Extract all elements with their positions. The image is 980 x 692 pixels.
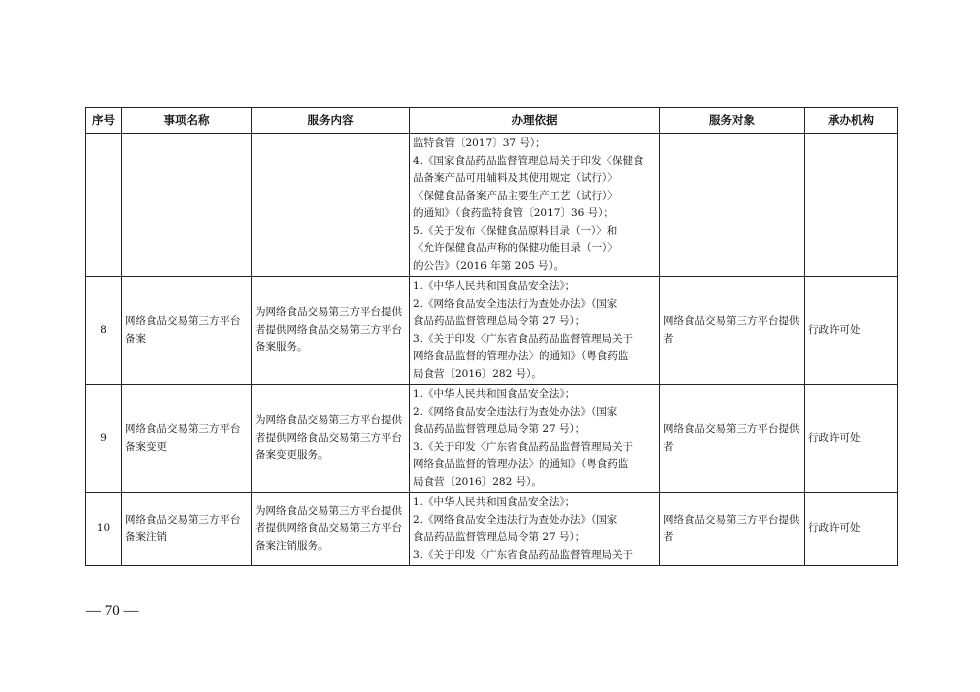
- header-item-name: 事项名称: [122, 108, 252, 134]
- basis-line: 〈保健食品备案产品主要生产工艺（试行）〉: [413, 189, 618, 202]
- cell-serial-number: 10: [86, 493, 122, 566]
- basis-line: 网络食品监督的管理办法〉的通知》（粤食药监: [413, 458, 629, 470]
- table-row: [86, 385, 898, 493]
- basis-line: 食品药品监督管理总局令第 27 号）；: [413, 423, 586, 435]
- cell-item-name: 网络食品交易第三方平台备案: [122, 277, 252, 385]
- cell-legal-basis: [410, 277, 660, 385]
- header-serial-number: 序号: [86, 108, 122, 134]
- basis-line: 3.《关于印发〈广东省食品药品监督管理局关于: [413, 332, 634, 345]
- header-service-content: 服务内容: [252, 108, 410, 134]
- cell-service-content: 为网络食品交易第三方平台提供者提供网络食品交易第三方平台备案变更服务。: [252, 385, 410, 493]
- basis-line: 2.《网络食品安全违法行为查处办法》（国家: [413, 513, 618, 526]
- service-items-table: [85, 107, 898, 566]
- cell-empty: [805, 134, 898, 277]
- cell-service-target: 网络食品交易第三方平台提供者: [660, 385, 805, 493]
- header-agency: 承办机构: [805, 108, 898, 134]
- cell-legal-basis: [410, 385, 660, 493]
- basis-line: 1.《中华人民共和国食品安全法》；: [413, 496, 576, 508]
- basis-line: 1.《中华人民共和国食品安全法》；: [413, 388, 576, 400]
- cell-service-target: 网络食品交易第三方平台提供者: [660, 493, 805, 566]
- cell-agency: 行政许可处: [805, 385, 898, 493]
- cell-item-name: 网络食品交易第三方平台备案注销: [122, 493, 252, 566]
- basis-line: 2.《网络食品安全违法行为查处办法》（国家: [413, 405, 618, 418]
- cell-service-content: 为网络食品交易第三方平台提供者提供网络食品交易第三方平台备案服务。: [252, 277, 410, 385]
- basis-line: 的公告》（2016 年第 205 号）。: [413, 259, 565, 272]
- header-legal-basis: 办理依据: [410, 108, 660, 134]
- basis-line: 局食营〔2016〕282 号）。: [413, 475, 542, 488]
- cell-service-content: 为网络食品交易第三方平台提供者提供网络食品交易第三方平台备案注销服务。: [252, 493, 410, 566]
- cell-legal-basis: [410, 134, 660, 277]
- basis-line: 2.《网络食品安全违法行为查处办法》（国家: [413, 297, 618, 310]
- basis-line: 3.《关于印发〈广东省食品药品监督管理局关于: [413, 440, 634, 453]
- basis-line: 局食营〔2016〕282 号）。: [413, 367, 542, 380]
- cell-agency: 行政许可处: [805, 493, 898, 566]
- table-header-row: [86, 108, 898, 134]
- cell-item-name: 网络食品交易第三方平台备案变更: [122, 385, 252, 493]
- cell-agency: 行政许可处: [805, 277, 898, 385]
- cell-legal-basis: [410, 493, 660, 566]
- page-number: — 70 —: [86, 603, 139, 619]
- basis-line: 食品药品监督管理总局令第 27 号）；: [413, 315, 586, 327]
- basis-line: 4.《国家食品药品监督管理总局关于印发〈保健食: [413, 154, 644, 167]
- table-row: [86, 277, 898, 385]
- cell-empty: [252, 134, 410, 277]
- cell-empty: [122, 134, 252, 277]
- header-service-target: 服务对象: [660, 108, 805, 134]
- table-row: [86, 493, 898, 566]
- basis-line: 5.《关于发布〈保健食品原料目录（一）〉和: [413, 224, 618, 237]
- cell-empty: [86, 134, 122, 277]
- basis-line: 〈允许保健食品声称的保健功能目录（一）〉: [413, 242, 618, 254]
- basis-line: 1.《中华人民共和国食品安全法》；: [413, 280, 576, 292]
- cell-service-target: 网络食品交易第三方平台提供者: [660, 277, 805, 385]
- basis-line: 的通知》（食药监特食管〔2017〕36 号）；: [413, 207, 614, 219]
- basis-line: 品备案产品可用辅料及其使用规定（试行）〉: [413, 172, 618, 184]
- cell-serial-number: 9: [86, 385, 122, 493]
- cell-serial-number: 8: [86, 277, 122, 385]
- basis-line: 监特食管〔2017〕37 号）；: [413, 137, 546, 149]
- basis-line: 食品药品监督管理总局令第 27 号）；: [413, 531, 586, 543]
- basis-line: 3.《关于印发〈广东省食品药品监督管理局关于: [413, 548, 634, 561]
- basis-line: 网络食品监督的管理办法〉的通知》（粤食药监: [413, 350, 629, 362]
- cell-empty: [660, 134, 805, 277]
- table-row-continuation: [86, 134, 898, 277]
